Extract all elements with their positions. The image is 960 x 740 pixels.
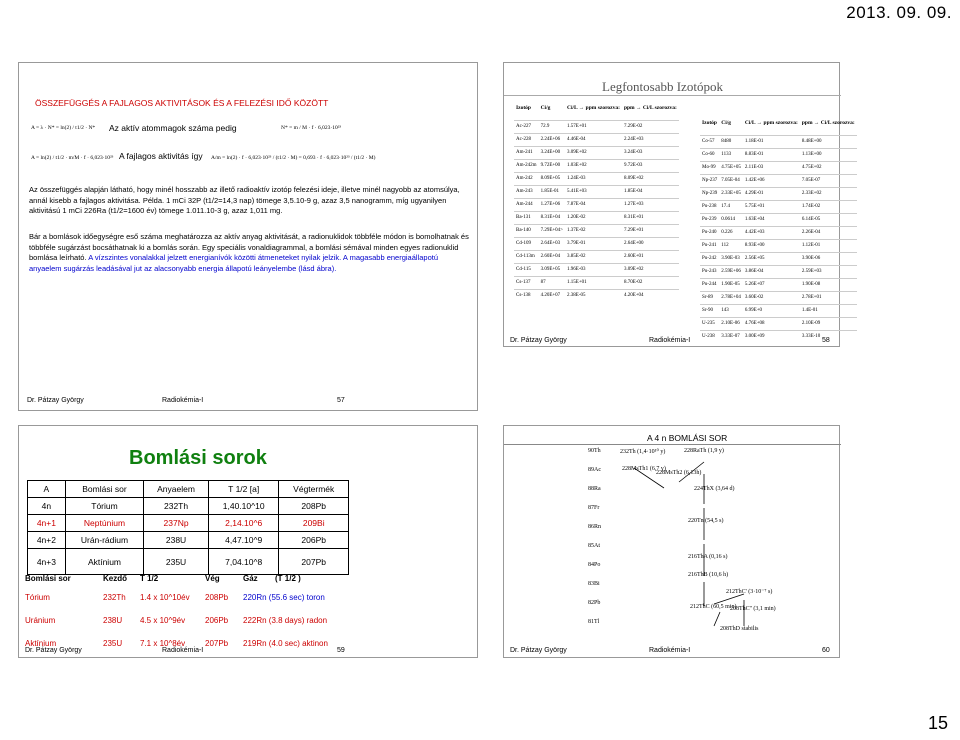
element-label: 82Pb bbox=[588, 600, 601, 606]
table-cell: 1.13E+00 bbox=[800, 148, 857, 161]
table-cell: 206Pb bbox=[279, 532, 349, 549]
footer-author: Dr. Pátzay György bbox=[25, 647, 82, 654]
table-row bbox=[28, 532, 349, 549]
summary-cell: 7.1 x 10^8év bbox=[140, 639, 186, 648]
summary-column-header: (T 1/2 ) bbox=[275, 574, 301, 583]
table-cell: 7.29E+04> bbox=[539, 224, 565, 237]
table-cell: 4n+2 bbox=[28, 532, 66, 549]
table-cell: 3.00E+09 bbox=[743, 330, 800, 343]
paragraph-decay-scheme-intro: Bár a bomlások időegységre eső száma meghatározza az aktív anyag aktivitását, a radionuklidok többféle módon is bomolhatnak és többféle sugárzást bocsáthatnak ki a bomlás során. Egy speciális vonaldiagrammal, a bomlási sémával minden egyes radionuklid bomlása leírható. bbox=[29, 232, 469, 262]
table-cell: 1.27E+06 bbox=[539, 198, 565, 211]
nuclide-label: 208ThC'' (3,1 min) bbox=[730, 606, 776, 612]
slide-59-title: Bomlási sorok bbox=[129, 447, 267, 469]
table-row bbox=[700, 278, 857, 291]
table-cell: 2,14.10^6 bbox=[208, 515, 279, 532]
table-cell: 4.75E+02 bbox=[800, 161, 857, 174]
footer-course: Radiokémia-I bbox=[649, 337, 691, 344]
table-cell: 3.79E-01 bbox=[565, 237, 622, 250]
table-cell: Am-242 bbox=[514, 172, 539, 185]
table-row bbox=[700, 161, 857, 174]
table-row bbox=[700, 304, 857, 317]
table-cell: 143 bbox=[719, 304, 743, 317]
table-header-row bbox=[28, 481, 349, 498]
footer-page: 59 bbox=[337, 647, 345, 654]
summary-column-header: Gáz bbox=[243, 574, 258, 583]
table-cell: 238U bbox=[144, 532, 209, 549]
decay-chain-arrows bbox=[504, 426, 841, 659]
footer-course: Radiokémia-I bbox=[162, 397, 204, 404]
table-cell: U-238 bbox=[700, 330, 719, 343]
table-cell: 7.29E-02 bbox=[622, 120, 679, 133]
table-cell: Sr-90 bbox=[700, 304, 719, 317]
table-row bbox=[700, 239, 857, 252]
table-cell: Cs-138 bbox=[514, 289, 539, 302]
table-cell: 237Np bbox=[144, 515, 209, 532]
table-cell: 2.10E-09 bbox=[800, 317, 857, 330]
nuclide-label: 212ThC (60,5 min) bbox=[690, 604, 737, 610]
column-header: ppm → Ci/L szorozva: bbox=[623, 104, 677, 111]
table-header-row bbox=[514, 96, 679, 120]
table-cell: 2.10E-06 bbox=[719, 317, 743, 330]
table-cell: 1.37E-02 bbox=[565, 224, 622, 237]
table-cell: Ba-140 bbox=[514, 224, 539, 237]
table-cell: U-235 bbox=[700, 317, 719, 330]
summary-cell: 220Rn (55.6 sec) toron bbox=[243, 593, 325, 602]
table-cell: 4.20E+07 bbox=[539, 289, 565, 302]
table-row bbox=[28, 549, 349, 575]
table-cell: 2.78E+04 bbox=[719, 291, 743, 304]
table-cell: Sr-89 bbox=[700, 291, 719, 304]
slide-60 bbox=[503, 425, 840, 658]
table-row bbox=[514, 289, 679, 302]
table-cell: 9.72E-03 bbox=[622, 159, 679, 172]
table-cell: 4n+1 bbox=[28, 515, 66, 532]
table-cell: Ac-228 bbox=[514, 133, 539, 146]
summary-header-row bbox=[25, 574, 475, 586]
table-row bbox=[700, 135, 857, 148]
table-cell: 8.93E+00 bbox=[743, 239, 800, 252]
column-header: Ci/g bbox=[721, 119, 732, 126]
nuclide-label: 232Th (1,4·10¹⁰ y) bbox=[620, 449, 666, 455]
table-cell: Aktínium bbox=[65, 549, 143, 575]
table-row bbox=[700, 148, 857, 161]
summary-cell: 206Pb bbox=[205, 616, 229, 625]
nuclide-label: 212ThC' (3·10⁻⁷ s) bbox=[726, 589, 773, 595]
element-label: 83Bi bbox=[588, 581, 600, 587]
table-cell: 5.41E+03 bbox=[565, 185, 622, 198]
table-cell: 1.96E-03 bbox=[565, 263, 622, 276]
table-cell: 4n bbox=[28, 498, 66, 515]
table-cell: 7.87E-04 bbox=[565, 198, 622, 211]
summary-cell: 208Pb bbox=[205, 593, 229, 602]
table-cell: 2.59E+06 bbox=[719, 265, 743, 278]
table-cell: 4.46E-04 bbox=[565, 133, 622, 146]
paragraph-half-life: Az összefüggés alapján látható, hogy minél hosszabb az illető radioaktív izotóp felezési ideje, illetve minél nagyobb az atomsúlya, annál kisebb a fajlagos aktivitása. Példa. 1 mCi 32P (t1/2=14,3 nap) tömege 3,5.10-9 g, azaz 3,5 nanogramm, míg ugyanilyen aktivitású 1 mCi 226Ra (t1/2=1600 év) tömege 1.011.10-3 g, azaz 1,011 mg. bbox=[29, 185, 460, 215]
table-cell: Co-60 bbox=[700, 148, 719, 161]
table-cell: 17.4 bbox=[719, 200, 743, 213]
column-header: Ci/g bbox=[540, 104, 551, 111]
table-cell: Np-237 bbox=[700, 174, 719, 187]
nuclide-label: 220Tn (54,5 s) bbox=[688, 518, 724, 524]
isotope-table-left bbox=[514, 96, 679, 302]
table-cell: 4.20E+04 bbox=[622, 289, 679, 302]
isotope-table-right bbox=[700, 111, 857, 343]
table-row bbox=[700, 226, 857, 239]
column-header: Izotóp bbox=[702, 119, 717, 126]
table-cell: 1.12E-01 bbox=[800, 239, 857, 252]
nuclide-label: 228RaTh (1,9 y) bbox=[684, 448, 724, 454]
table-cell: 112 bbox=[719, 239, 743, 252]
column-header: A bbox=[28, 481, 66, 498]
table-cell: 3.90E-03 bbox=[719, 252, 743, 265]
table-row bbox=[700, 200, 857, 213]
table-cell: 3.86E-04 bbox=[743, 265, 800, 278]
print-date: 2013. 09. 09. bbox=[846, 3, 952, 22]
table-cell: Cd-109 bbox=[514, 237, 539, 250]
table-cell: 1.24E-03 bbox=[565, 172, 622, 185]
summary-cell: Tórium bbox=[25, 593, 50, 602]
footer-page: 58 bbox=[822, 337, 830, 344]
table-cell: 208Pb bbox=[279, 498, 349, 515]
table-cell: 5.26E+07 bbox=[743, 278, 800, 291]
nuclide-label: 228MsTh2 (6,13h) bbox=[656, 470, 702, 476]
table-cell: 8.83E-01 bbox=[743, 148, 800, 161]
table-cell: Am-243 bbox=[514, 185, 539, 198]
table-cell: 2.78E+01 bbox=[800, 291, 857, 304]
column-header: Ci/L → ppm szorozva: bbox=[744, 119, 798, 126]
summary-cell: Uránium bbox=[25, 616, 56, 625]
table-row bbox=[700, 174, 857, 187]
table-cell: 8.70E-02 bbox=[622, 276, 679, 289]
summary-row bbox=[25, 589, 475, 609]
table-cell: 87 bbox=[539, 276, 565, 289]
table-row bbox=[700, 330, 857, 343]
summary-cell: 238U bbox=[103, 616, 123, 625]
summary-cell: 4.5 x 10^9év bbox=[140, 616, 186, 625]
slide-60-title: A 4 n BOMLÁSI SOR bbox=[647, 433, 728, 443]
table-row bbox=[514, 146, 679, 159]
table-cell: 1.74E-02 bbox=[800, 200, 857, 213]
table-cell: 1.15E+01 bbox=[565, 276, 622, 289]
summary-column-header: Kezdő bbox=[103, 574, 127, 583]
table-cell: 1.85E-04 bbox=[622, 185, 679, 198]
summary-column-header: T 1/2 bbox=[140, 574, 159, 583]
summary-row bbox=[25, 612, 475, 632]
nuclide-label: 216ThA (0,16 s) bbox=[688, 554, 728, 560]
table-cell: 3.24E-03 bbox=[622, 146, 679, 159]
element-label: 87Fr bbox=[588, 505, 600, 511]
slide-57 bbox=[18, 62, 478, 411]
summary-column-header: Bomlási sor bbox=[25, 574, 71, 583]
table-cell: 9.72E+00 bbox=[539, 159, 565, 172]
equation-activity-mass: A = ln(2) / t1/2 · m/M · f · 6,023·10²³ bbox=[31, 155, 114, 161]
table-row bbox=[700, 317, 857, 330]
table-row bbox=[514, 237, 679, 250]
table-row bbox=[514, 159, 679, 172]
table-cell: 2.56E+05 bbox=[743, 252, 800, 265]
table-cell: 8.48E+00 bbox=[800, 135, 857, 148]
table-cell: Mo-99 bbox=[700, 161, 719, 174]
table-cell: Am-244 bbox=[514, 198, 539, 211]
table-row bbox=[700, 187, 857, 200]
table-cell: 0.226 bbox=[719, 226, 743, 239]
table-cell: 2.24E+03 bbox=[622, 133, 679, 146]
table-cell: Cd-115 bbox=[514, 263, 539, 276]
table-cell: 4.75E+05 bbox=[719, 161, 743, 174]
table-row bbox=[28, 498, 349, 515]
summary-cell: 207Pb bbox=[205, 639, 229, 648]
table-row bbox=[700, 252, 857, 265]
footer-page: 60 bbox=[822, 647, 830, 654]
paragraph-decay-scheme bbox=[29, 232, 469, 274]
table-cell: 8.31E+01 bbox=[622, 211, 679, 224]
table-row bbox=[514, 185, 679, 198]
table-cell: 1.20E-02 bbox=[565, 211, 622, 224]
footer-page: 57 bbox=[337, 397, 345, 404]
slide-58 bbox=[503, 62, 855, 347]
table-cell: Np-239 bbox=[700, 187, 719, 200]
summary-cell: 219Rn (4.0 sec) aktinon bbox=[243, 639, 328, 648]
table-cell: 1.63E+04 bbox=[743, 213, 800, 226]
table-cell: 3.09E+05 bbox=[539, 263, 565, 276]
nuclide-label: 216ThB (10,6 h) bbox=[688, 572, 729, 578]
footer-author: Dr. Pátzay György bbox=[27, 397, 84, 404]
equation-activity-label: Az aktív atommagok száma pedig bbox=[109, 123, 237, 133]
table-row bbox=[28, 515, 349, 532]
table-cell: Pu-238 bbox=[700, 200, 719, 213]
table-cell: 1.85E-01 bbox=[539, 185, 565, 198]
table-cell: 3.85E-02 bbox=[565, 250, 622, 263]
table-cell: 4.29E-01 bbox=[743, 187, 800, 200]
table-cell: 72.9 bbox=[539, 120, 565, 133]
table-cell: Cs-137 bbox=[514, 276, 539, 289]
table-cell: 2.33E+02 bbox=[800, 187, 857, 200]
column-header: Ci/L → ppm szorozva: bbox=[567, 104, 620, 111]
table-cell: 7.05E-07 bbox=[800, 174, 857, 187]
table-row bbox=[514, 224, 679, 237]
table-cell: 1,40.10^10 bbox=[208, 498, 279, 515]
table-cell: 3.09E+02 bbox=[622, 263, 679, 276]
table-row bbox=[700, 291, 857, 304]
table-cell: 4.42E+03 bbox=[743, 226, 800, 239]
table-cell: 235U bbox=[144, 549, 209, 575]
table-cell: 3.33E-10 bbox=[800, 330, 857, 343]
table-cell: 0.0614 bbox=[719, 213, 743, 226]
table-row bbox=[514, 198, 679, 211]
table-cell: 4,47.10^9 bbox=[208, 532, 279, 549]
table-cell: Ac-227 bbox=[514, 120, 539, 133]
table-cell: 1.42E+06 bbox=[743, 174, 800, 187]
element-label: 89Ac bbox=[588, 467, 601, 473]
table-row bbox=[700, 213, 857, 226]
table-cell: Pu-244 bbox=[700, 278, 719, 291]
summary-cell: 232Th bbox=[103, 593, 126, 602]
nuclide-label: 228MsTh1 (6,7 y) bbox=[622, 466, 666, 472]
element-label: 86Rn bbox=[588, 524, 602, 530]
decay-series-table bbox=[27, 480, 349, 575]
table-cell: Neptúnium bbox=[65, 515, 143, 532]
table-cell: 5.75E+01 bbox=[743, 200, 800, 213]
slide-57-title: ÖSSZEFÜGGÉS A FAJLAGOS AKTIVITÁSOK ÉS A FELEZÉSI IDŐ KÖZÖTT bbox=[35, 98, 329, 108]
table-cell: 4.76E+08 bbox=[743, 317, 800, 330]
table-header-row bbox=[700, 111, 857, 135]
table-cell: Pu-240 bbox=[700, 226, 719, 239]
column-header: Izotóp bbox=[516, 104, 531, 111]
nuclide-label: 224ThX (3,64 d) bbox=[694, 486, 735, 492]
element-label: 81Tl bbox=[588, 619, 600, 625]
table-cell: 7.29E+01 bbox=[622, 224, 679, 237]
table-cell: 3.60E-02 bbox=[743, 291, 800, 304]
table-row bbox=[514, 276, 679, 289]
summary-cell: 235U bbox=[103, 639, 123, 648]
column-header: T 1/2 [a] bbox=[208, 481, 279, 498]
table-cell: 4n+3 bbox=[28, 549, 66, 575]
table-cell: Ba-131 bbox=[514, 211, 539, 224]
summary-cell: 1.4 x 10^10év bbox=[140, 593, 190, 602]
column-header: Bomlási sor bbox=[65, 481, 143, 498]
table-cell: 6.14E-05 bbox=[800, 213, 857, 226]
table-cell: Pu-242 bbox=[700, 252, 719, 265]
table-cell: 3.09E+02 bbox=[565, 146, 622, 159]
page-number: 15 bbox=[927, 713, 948, 733]
table-cell: Co-57 bbox=[700, 135, 719, 148]
table-row bbox=[514, 133, 679, 146]
table-cell: 7.05E-04 bbox=[719, 174, 743, 187]
slide-59 bbox=[18, 425, 478, 658]
table-cell: Pu-243 bbox=[700, 265, 719, 278]
column-header: ppm → Ci/L szorozva: bbox=[801, 119, 855, 126]
column-header: Anyaelem bbox=[144, 481, 209, 498]
table-cell: 1.90E-08 bbox=[800, 278, 857, 291]
table-cell: Pu-241 bbox=[700, 239, 719, 252]
table-cell: 8.31E+04 bbox=[539, 211, 565, 224]
table-cell: Tórium bbox=[65, 498, 143, 515]
table-row bbox=[514, 250, 679, 263]
table-cell: 1.57E+01 bbox=[565, 120, 622, 133]
table-cell: 2.24E+06 bbox=[539, 133, 565, 146]
table-cell: 209Bi bbox=[279, 515, 349, 532]
table-cell: 1133 bbox=[719, 148, 743, 161]
table-cell: 2.64E+03 bbox=[539, 237, 565, 250]
table-cell: Am-242m bbox=[514, 159, 539, 172]
paragraph-decay-scheme-highlight: A vízszintes vonalakkal jelzett energianívók közötti átmeneteket nyilak jelzik. A magasabb energiaállapotú anyaelem sugárzás leadásával jut az alacsonyabb energia állapotú leányelembe (lásd ábra). bbox=[29, 253, 439, 273]
column-header: Végtermék bbox=[279, 481, 349, 498]
summary-row bbox=[25, 635, 475, 655]
table-cell: 7,04.10^8 bbox=[208, 549, 279, 575]
table-cell: 2.26E-04 bbox=[800, 226, 857, 239]
element-label: 90Th bbox=[588, 448, 601, 454]
table-cell: 1.4E-01 bbox=[800, 304, 857, 317]
table-cell: 1.90E-05 bbox=[719, 278, 743, 291]
summary-cell: Aktínium bbox=[25, 639, 57, 648]
table-cell: 3.33E-07 bbox=[719, 330, 743, 343]
equation-activity: A = λ · N* = ln(2) / t1/2 · N* bbox=[31, 125, 96, 131]
table-cell: 232Th bbox=[144, 498, 209, 515]
equation-active-nuclei: N* = m / M · f · 6,023·10²³ bbox=[281, 125, 342, 131]
footer-course: Radiokémia-I bbox=[649, 647, 691, 654]
table-cell: 2.11E-03 bbox=[743, 161, 800, 174]
footer-author: Dr. Pátzay György bbox=[510, 647, 567, 654]
table-cell: 2.59E+03 bbox=[800, 265, 857, 278]
table-cell: 3.24E+00 bbox=[539, 146, 565, 159]
table-cell: Am-241 bbox=[514, 146, 539, 159]
table-row bbox=[514, 120, 679, 133]
table-cell: Urán-rádium bbox=[65, 532, 143, 549]
table-row bbox=[514, 172, 679, 185]
nuclide-label: 208ThD stabilis bbox=[720, 626, 759, 632]
table-cell: 8.09E+05 bbox=[539, 172, 565, 185]
table-cell: Pu-239 bbox=[700, 213, 719, 226]
equation-specific-activity: A/m = ln(2) · f · 6,023·10²³ / (t1/2 · M) = 0,693 · f · 6,023·10²³ / (t1/2 · M) bbox=[211, 155, 376, 161]
table-cell: 6.99E+0 bbox=[743, 304, 800, 317]
table-cell: 1.03E+02 bbox=[565, 159, 622, 172]
table-cell: 2.38E-05 bbox=[565, 289, 622, 302]
summary-cell: 222Rn (3.8 days) radon bbox=[243, 616, 328, 625]
element-label: 84Po bbox=[588, 562, 601, 568]
equation-specific-label: A fajlagos aktivitás így bbox=[119, 151, 203, 161]
table-cell: 1.27E+03 bbox=[622, 198, 679, 211]
table-cell: 3.90E-06 bbox=[800, 252, 857, 265]
table-cell: 2.60E+04 bbox=[539, 250, 565, 263]
table-row bbox=[700, 265, 857, 278]
footer-course: Radiokémia-I bbox=[162, 647, 204, 654]
table-cell: Cd-113m bbox=[514, 250, 539, 263]
summary-column-header: Vég bbox=[205, 574, 220, 583]
table-cell: 2.64E+00 bbox=[622, 237, 679, 250]
slide-58-title: Legfontosabb Izotópok bbox=[602, 79, 723, 94]
table-cell: 2.60E+01 bbox=[622, 250, 679, 263]
table-cell: 8480 bbox=[719, 135, 743, 148]
table-cell: 207Pb bbox=[279, 549, 349, 575]
table-cell: 1.18E-01 bbox=[743, 135, 800, 148]
footer-author: Dr. Pátzay György bbox=[510, 337, 567, 344]
element-label: 88Ra bbox=[588, 486, 601, 492]
element-label: 85At bbox=[588, 543, 600, 549]
table-row bbox=[514, 211, 679, 224]
decay-series-summary bbox=[25, 574, 475, 655]
table-cell: 8.09E+02 bbox=[622, 172, 679, 185]
table-row bbox=[514, 263, 679, 276]
table-cell: 2.33E+05 bbox=[719, 187, 743, 200]
